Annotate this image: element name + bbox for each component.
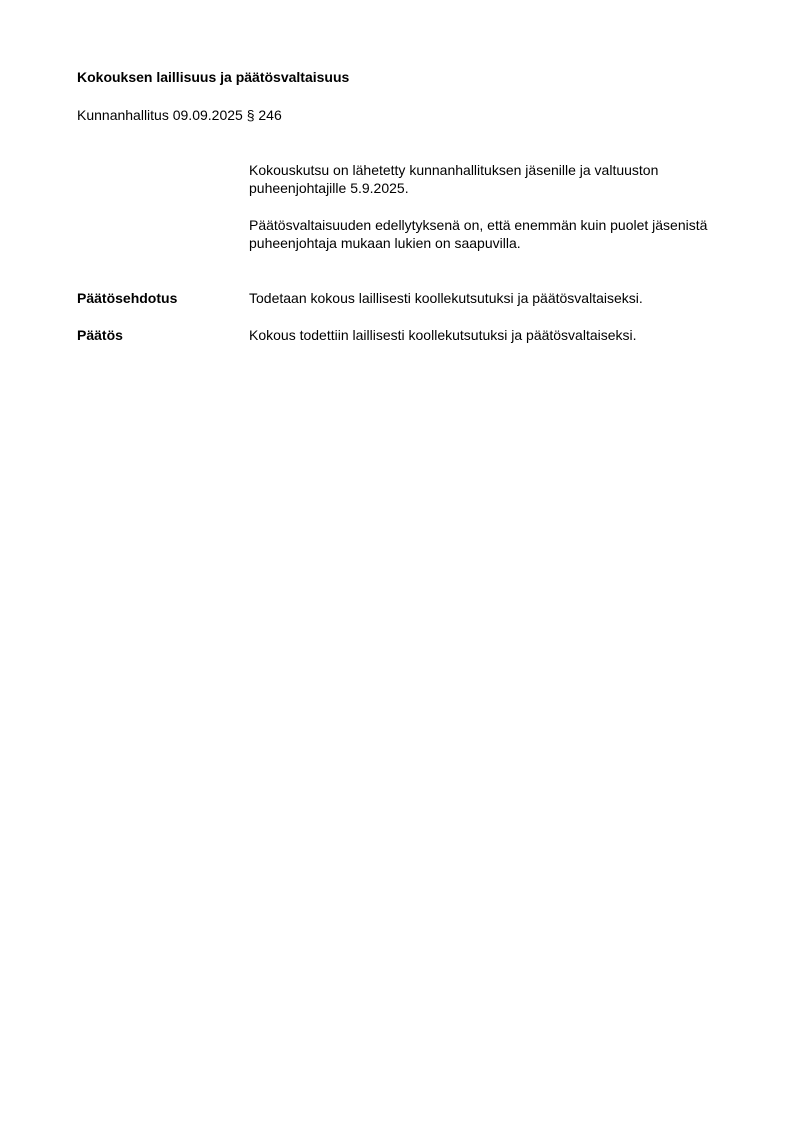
invitation-paragraph: Kokouskutsu on lähetetty kunnanhallituksen jäsenille ja valtuuston puheenjohtajille 5.9.2025. <box>249 162 659 196</box>
meeting-reference: Kunnanhallitus 09.09.2025 § 246 <box>77 107 282 123</box>
proposal-text: Todetaan kokous laillisesti koollekutsutuksi ja päätösvaltaiseksi. <box>249 290 643 306</box>
decision-text: Kokous todettiin laillisesti koollekutsutuksi ja päätösvaltaiseksi. <box>249 327 637 343</box>
document-title: Kokouksen laillisuus ja päätösvaltaisuus <box>77 69 350 85</box>
decision-label: Päätös <box>77 327 123 343</box>
proposal-label: Päätösehdotus <box>77 290 178 306</box>
quorum-paragraph: Päätösvaltaisuuden edellytyksenä on, että enemmän kuin puolet jäsenistä puheenjohtaja mukaan lukien on saapuvilla. <box>249 217 708 251</box>
